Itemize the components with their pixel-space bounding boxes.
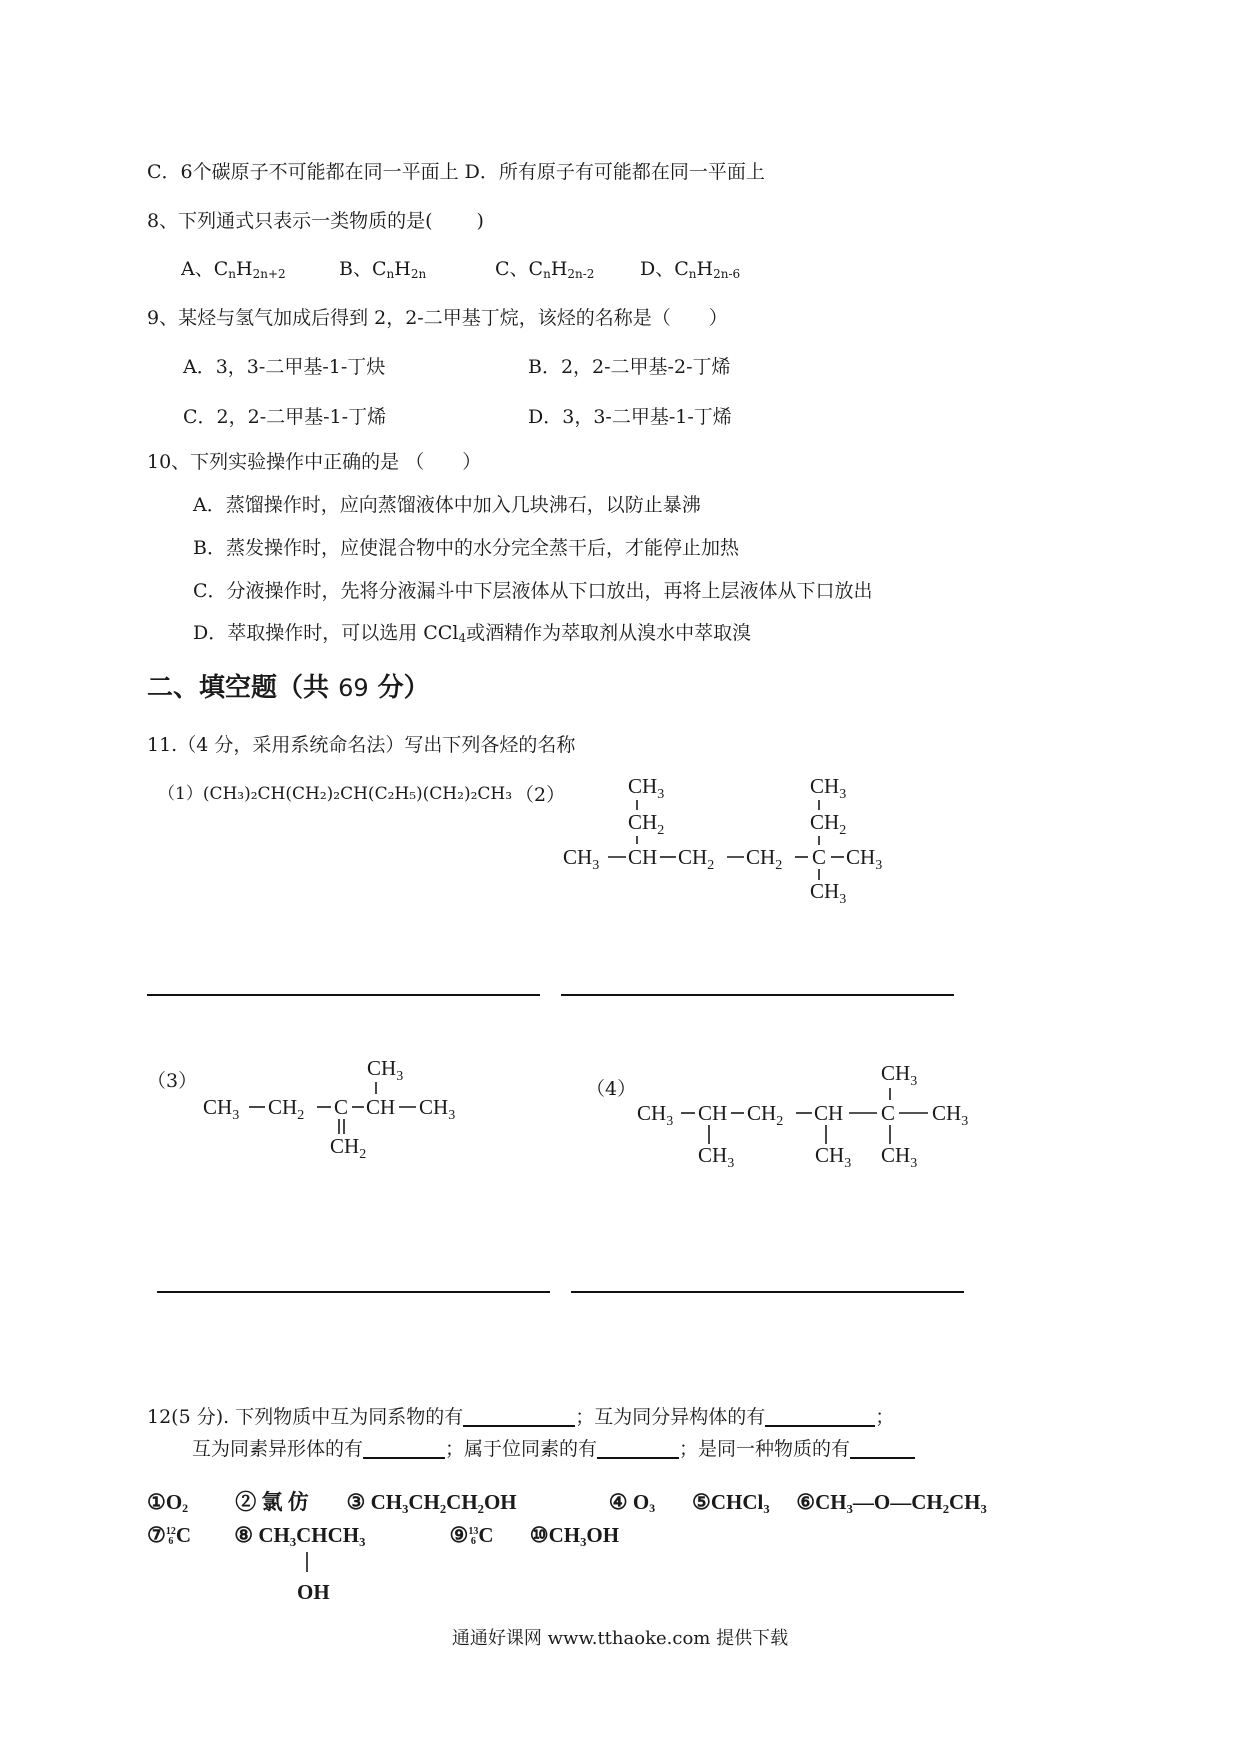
svg-text:CH2: $CH_2$: [268, 1095, 305, 1123]
q9-option-d: D．3，3-二甲基-1-丁烯: [528, 406, 732, 428]
q12-substance-row1: ①O2 ② 氯 仿 ③ CH₃CH₂CH₂OH ④ O3 ⑤CHCl₃ ⑥CH₃—O—CH₂CH₃: [147, 1490, 987, 1515]
q11-label3: （3）: [147, 1070, 198, 1092]
q12-substance-row2: ⑦12 6 C ⑧ CH₃CHCH₃ ⑨13 6 C ⑩CH₃OH: [147, 1523, 620, 1547]
q10-stem: 10、下列实验操作中正确的是 （ ）: [147, 451, 482, 473]
q11-item1: （1）(CH₃)₂CH(CH₂)₂CH(C₂H₅)(CH₂)₂CH₃: [158, 784, 513, 804]
q12-item8-oh: OH: [297, 1580, 330, 1604]
svg-text:CH2: $CH_2$: [678, 845, 715, 873]
svg-text:CH3: $CH_3$: [419, 1095, 456, 1123]
svg-text:CH3: $CH_3$: [810, 774, 847, 802]
q8-option-d: D、CnH2n-6: [640, 258, 741, 281]
q10-option-a: A．蒸馏操作时，应向蒸馏液体中加入几块沸石，以防止暴沸: [193, 494, 701, 516]
q10-option-b: B．蒸发操作时，应使混合物中的水分完全蒸干后，才能停止加热: [193, 537, 739, 559]
q9-option-b: B．2，2-二甲基-2-丁烯: [528, 356, 731, 378]
svg-text:CH2: $CH_2$: [330, 1134, 367, 1162]
svg-text:CH2: $CH_2$: [628, 810, 665, 838]
svg-text:CH3: $CH_3$: [815, 1143, 852, 1171]
svg-text:CH3: $CH_3$: [637, 1101, 674, 1129]
q7-options: C．6个碳原子不可能都在同一平面上 D．所有原子有可能都在同一平面上: [147, 161, 765, 183]
q10-option-c: C．分液操作时，先将分液漏斗中下层液体从下口放出，再将上层液体从下口放出: [193, 580, 873, 602]
svg-text:CH3: $CH_3$: [846, 845, 883, 873]
q12-line1: 12(5 分). 下列物质中互为同系物的有 ；互为同分异构体的有 ；: [147, 1406, 895, 1428]
q9-option-a: A．3，3-二甲基-1-丁炔: [183, 356, 386, 378]
svg-text:CH3: $CH_3$: [881, 1143, 918, 1171]
svg-text:CH3: $CH_3$: [203, 1095, 240, 1123]
svg-text:CH: CH: [628, 845, 658, 869]
svg-text:CH3: $CH_3$: [698, 1143, 735, 1171]
q8-option-a: A、CnH2n+2: [181, 258, 286, 281]
svg-text:CH3: $CH_3$: [881, 1061, 918, 1089]
q11-label2: （2）: [515, 784, 566, 806]
q12-line2: 互为同素异形体的有 ；属于位同素的有 ；是同一种物质的有: [192, 1437, 915, 1459]
svg-text:CH: CH: [814, 1101, 844, 1125]
svg-text:CH2: $CH_2$: [746, 845, 783, 873]
svg-text:CH3: $CH_3$: [628, 774, 665, 802]
svg-text:CH3: $CH_3$: [810, 879, 847, 907]
svg-text:CH: CH: [366, 1095, 396, 1119]
svg-text:CH2: $CH_2$: [810, 810, 847, 838]
svg-text:CH: CH: [698, 1101, 728, 1125]
q9-option-c: C．2，2-二甲基-1-丁烯: [183, 406, 387, 428]
q11-label4: （4）: [586, 1078, 637, 1100]
q10-option-d: D．萃取操作时，可以选用 CCl4或酒精作为萃取剂从溴水中萃取溴: [193, 622, 752, 645]
svg-text:C: C: [812, 845, 827, 869]
svg-text:CH3: $CH_3$: [367, 1056, 404, 1084]
q8-stem: 8、下列通式只表示一类物质的是( ): [147, 210, 484, 232]
svg-text:CH2: $CH_2$: [747, 1101, 784, 1129]
q9-stem: 9、某烃与氢气加成后得到 2，2-二甲基丁烷，该烃的名称是（ ）: [147, 307, 728, 329]
section-heading: 二、填空题（共 69 分）: [147, 673, 430, 703]
svg-text:C: C: [881, 1101, 896, 1125]
q11-stem: 11.（4 分，采用系统命名法）写出下列各烃的名称: [147, 734, 576, 756]
q8-option-b: B、CnH2n: [339, 258, 427, 281]
svg-text:CH3: $CH_3$: [563, 845, 600, 873]
svg-text:C: C: [334, 1095, 349, 1119]
svg-text:CH3: $CH_3$: [932, 1101, 969, 1129]
q8-option-c: C、CnH2n-2: [495, 258, 595, 281]
footer: 通通好课网 www.tthaoke.com 提供下载: [451, 1628, 789, 1649]
